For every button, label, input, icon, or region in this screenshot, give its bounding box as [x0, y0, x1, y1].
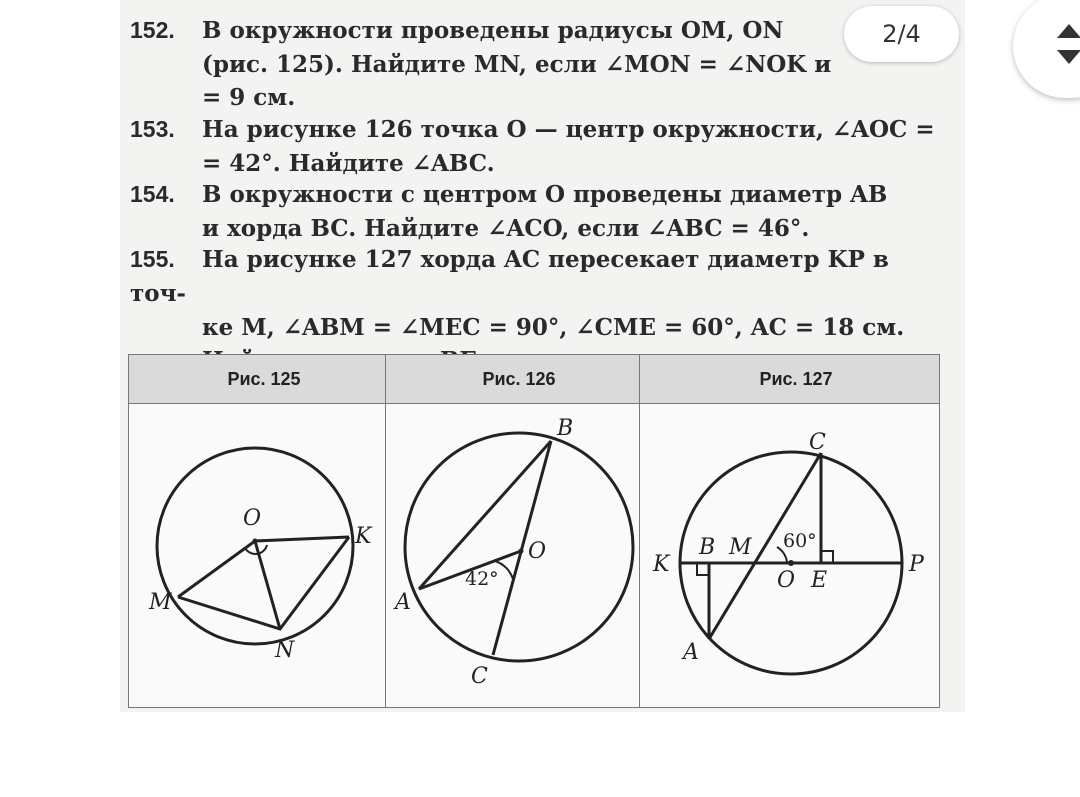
label-n: N	[275, 638, 295, 663]
label-m: M	[729, 535, 752, 560]
label-m: M	[149, 590, 172, 615]
label-o: O	[777, 568, 796, 593]
label-c: C	[471, 664, 488, 689]
figure-title: Рис. 125	[227, 369, 301, 389]
up-down-chevron-icon	[1053, 14, 1080, 74]
page-indicator: 2/4	[844, 6, 959, 62]
problem-line: = 9 см.	[202, 84, 296, 111]
label-o: O	[243, 506, 262, 531]
center-point	[253, 539, 258, 544]
figure-126	[385, 403, 639, 707]
right-angle-e	[821, 551, 833, 563]
label-a: A	[683, 640, 699, 665]
problem-line: На рисунке 127 хорда AC пересекает диаметр KP в точ-	[130, 246, 889, 307]
problem-line: = 42°. Найдите ∠ABC.	[202, 150, 495, 177]
label-a: A	[395, 590, 411, 615]
figure-title: Рис. 126	[482, 369, 556, 389]
problem-152	[130, 14, 945, 114]
figure-127	[639, 403, 939, 707]
problem-line: (рис. 125). Найдите MN, если ∠MON = ∠NOK и	[202, 51, 832, 78]
angle-label: 60°	[783, 530, 817, 552]
problem-number: 155.	[130, 246, 175, 272]
label-c: C	[809, 430, 826, 455]
figure-125	[129, 403, 385, 707]
problem-154	[130, 178, 945, 245]
label-k: K	[653, 552, 670, 577]
label-k: K	[355, 524, 372, 549]
right-angle-b	[697, 563, 709, 575]
problem-line: ке M, ∠ABM = ∠MEC = 90°, ∠CME = 60°, AC = 18 см.	[202, 314, 905, 341]
problem-153	[130, 113, 945, 180]
problem-line: и хорда BC. Найдите ∠ACO, если ∠ABC = 46°.	[202, 215, 810, 242]
figures-table	[128, 354, 940, 708]
label-b: B	[557, 416, 574, 441]
label-p: P	[909, 552, 924, 577]
problem-number: 154.	[130, 181, 175, 207]
problem-line: В окружности с центром O проведены диаметр AB	[202, 181, 888, 208]
circle	[405, 433, 633, 661]
label-b: B	[699, 535, 716, 560]
label-e: E	[811, 568, 828, 593]
problem-number: 152.	[130, 17, 175, 43]
problem-number: 153.	[130, 116, 175, 142]
figure-title: Рис. 127	[759, 369, 833, 389]
center-point	[519, 549, 524, 554]
figures-header	[129, 355, 939, 404]
scroll-button[interactable]	[1013, 0, 1080, 98]
problem-line: В окружности проведены радиусы OM, ON	[202, 17, 784, 44]
center-point	[788, 560, 794, 566]
label-o: O	[528, 539, 547, 564]
angle-label: 42°	[465, 568, 499, 590]
problem-line: На рисунке 126 точка O — центр окружности, ∠AOC =	[202, 116, 935, 143]
